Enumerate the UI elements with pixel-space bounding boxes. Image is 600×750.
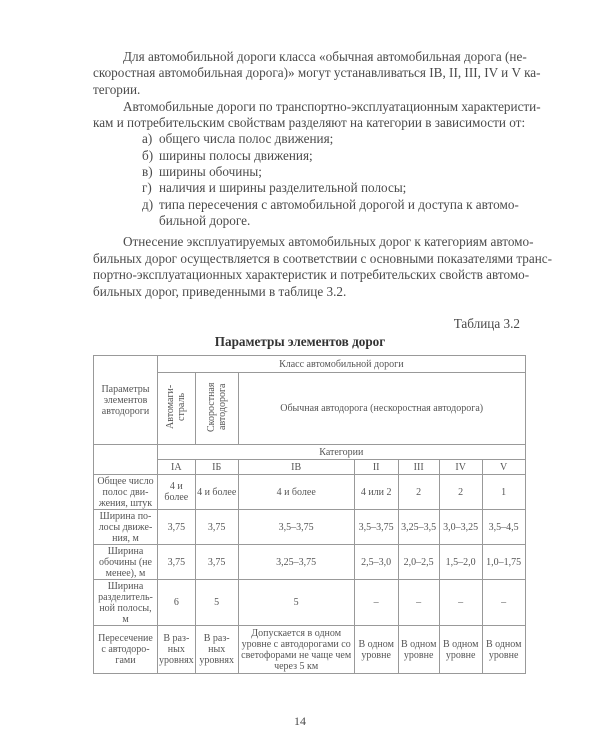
value-cell: В одном уровне bbox=[398, 626, 439, 674]
text-line: Для автомобильной дороги класса «обычная автомобильная дорога (не- bbox=[123, 49, 527, 64]
text-line: тегории. bbox=[93, 82, 141, 97]
value-cell: 3,5–3,75 bbox=[354, 510, 398, 545]
value-cell: 3,25–3,5 bbox=[398, 510, 439, 545]
value-cell: – bbox=[482, 580, 525, 626]
text-line: Автомобильные дороги по транспортно-эксплуатационным характеристи- bbox=[123, 99, 541, 114]
value-cell: В раз-ных уровнях bbox=[158, 626, 196, 674]
value-cell: 5 bbox=[195, 580, 238, 626]
list-marker: в) bbox=[142, 164, 153, 179]
list-text: общего числа полос движения; bbox=[159, 131, 334, 146]
text-line: скоростная автомобильная дорога)» могут устанавливаться IB, II, III, IV и V ка- bbox=[93, 65, 541, 80]
category-cell: II bbox=[354, 460, 398, 475]
text-line: бильных дорог осуществляется в соответствии с основными показателями транс- bbox=[93, 251, 553, 266]
value-cell: В раз-ных уровнях bbox=[195, 626, 238, 674]
list-marker: б) bbox=[142, 148, 154, 163]
list-text: наличия и ширины разделительной полосы; bbox=[159, 180, 407, 195]
value-cell: В одном уровне bbox=[354, 626, 398, 674]
list-text: ширины обочины; bbox=[159, 164, 262, 179]
text-line: Отнесение эксплуатируемых автомобильных дорог к категориям автомо- bbox=[123, 234, 534, 249]
value-cell: 3,75 bbox=[195, 545, 238, 580]
class-cell bbox=[158, 373, 196, 445]
list-item bbox=[142, 180, 406, 196]
value-cell: 3,0–3,25 bbox=[439, 510, 482, 545]
param-cell: Пересечение с автодоро-гами bbox=[94, 626, 158, 674]
value-cell: 1 bbox=[482, 475, 525, 510]
value-cell: 5 bbox=[238, 580, 354, 626]
value-cell: 3,5–3,75 bbox=[238, 510, 354, 545]
value-cell: 2,5–3,0 bbox=[354, 545, 398, 580]
list-marker: г) bbox=[142, 180, 152, 195]
value-cell: 4 и более bbox=[238, 475, 354, 510]
category-cell: V bbox=[482, 460, 525, 475]
param-header: Параметры элементов автодороги bbox=[94, 356, 158, 445]
list-item bbox=[142, 164, 262, 180]
list-marker: а) bbox=[142, 131, 153, 146]
value-cell: 2 bbox=[398, 475, 439, 510]
param-cell: Ширина разделитель-ной полосы, м bbox=[94, 580, 158, 626]
value-cell: 2 bbox=[439, 475, 482, 510]
param-cell: Ширина по-лосы движе-ния, м bbox=[94, 510, 158, 545]
value-cell: В одном уровне bbox=[439, 626, 482, 674]
value-cell: 3,75 bbox=[195, 510, 238, 545]
value-cell: – bbox=[439, 580, 482, 626]
table-title: Параметры элементов дорог bbox=[214, 334, 386, 349]
table-row bbox=[94, 580, 526, 626]
value-cell: 3,75 bbox=[158, 510, 196, 545]
value-cell: 3,75 bbox=[158, 545, 196, 580]
value-cell: – bbox=[354, 580, 398, 626]
text-line: кам и потребительским свойствам разделяют на категории в зависимости от: bbox=[93, 115, 526, 130]
value-cell: 3,5–4,5 bbox=[482, 510, 525, 545]
category-cell: IV bbox=[439, 460, 482, 475]
param-cell: Ширина обочины (не менее), м bbox=[94, 545, 158, 580]
list-item bbox=[142, 197, 519, 213]
param-cell: Общее число полос дви-жения, штук bbox=[94, 475, 158, 510]
list-marker: д) bbox=[142, 197, 154, 212]
categories-row bbox=[94, 460, 526, 475]
value-cell: 4 и более bbox=[158, 475, 196, 510]
list-item-continuation: бильной дороге. bbox=[159, 213, 251, 228]
table-row bbox=[94, 626, 526, 674]
list-item bbox=[142, 148, 313, 164]
value-cell: 3,25–3,75 bbox=[238, 545, 354, 580]
value-cell: – bbox=[398, 580, 439, 626]
category-cell: IA bbox=[158, 460, 196, 475]
value-cell: 4 и более bbox=[195, 475, 238, 510]
value-cell: 2,0–2,5 bbox=[398, 545, 439, 580]
value-cell: 1,0–1,75 bbox=[482, 545, 525, 580]
text-line: бильных дорог, приведенными в таблице 3.2. bbox=[93, 284, 347, 299]
value-cell: 6 bbox=[158, 580, 196, 626]
value-cell: Допускается в одном уровне с автодорогами со светофорами не чаще чем через 5 км bbox=[238, 626, 354, 674]
table-row bbox=[94, 545, 526, 580]
class-label: Скоростная автодорога bbox=[205, 382, 228, 432]
page-number: 14 bbox=[294, 714, 306, 728]
table-row bbox=[94, 510, 526, 545]
category-cell: III bbox=[398, 460, 439, 475]
list-text: типа пересечения с автомобильной дорогой и доступа к автомо- bbox=[159, 197, 519, 212]
class-label: Автомаги-страль bbox=[165, 384, 188, 430]
class-cell: Обычная автодорога (нескоростная автодорога) bbox=[238, 373, 525, 445]
class-header: Класс автомобильной дороги bbox=[158, 356, 526, 373]
value-cell: В одном уровне bbox=[482, 626, 525, 674]
table-label: Таблица 3.2 bbox=[453, 316, 520, 331]
value-cell: 4 или 2 bbox=[354, 475, 398, 510]
road-parameters-table bbox=[93, 355, 526, 674]
empty-cell bbox=[94, 445, 158, 475]
class-cell bbox=[195, 373, 238, 445]
category-cell: IБ bbox=[195, 460, 238, 475]
category-cell: IB bbox=[238, 460, 354, 475]
list-item bbox=[142, 131, 333, 147]
value-cell: 1,5–2,0 bbox=[439, 545, 482, 580]
list-text: ширины полосы движения; bbox=[159, 148, 313, 163]
table-row bbox=[94, 475, 526, 510]
categories-header: Категории bbox=[158, 445, 526, 460]
text-line: портно-эксплуатационных характеристик и потребительских свойств автомо- bbox=[93, 267, 530, 282]
